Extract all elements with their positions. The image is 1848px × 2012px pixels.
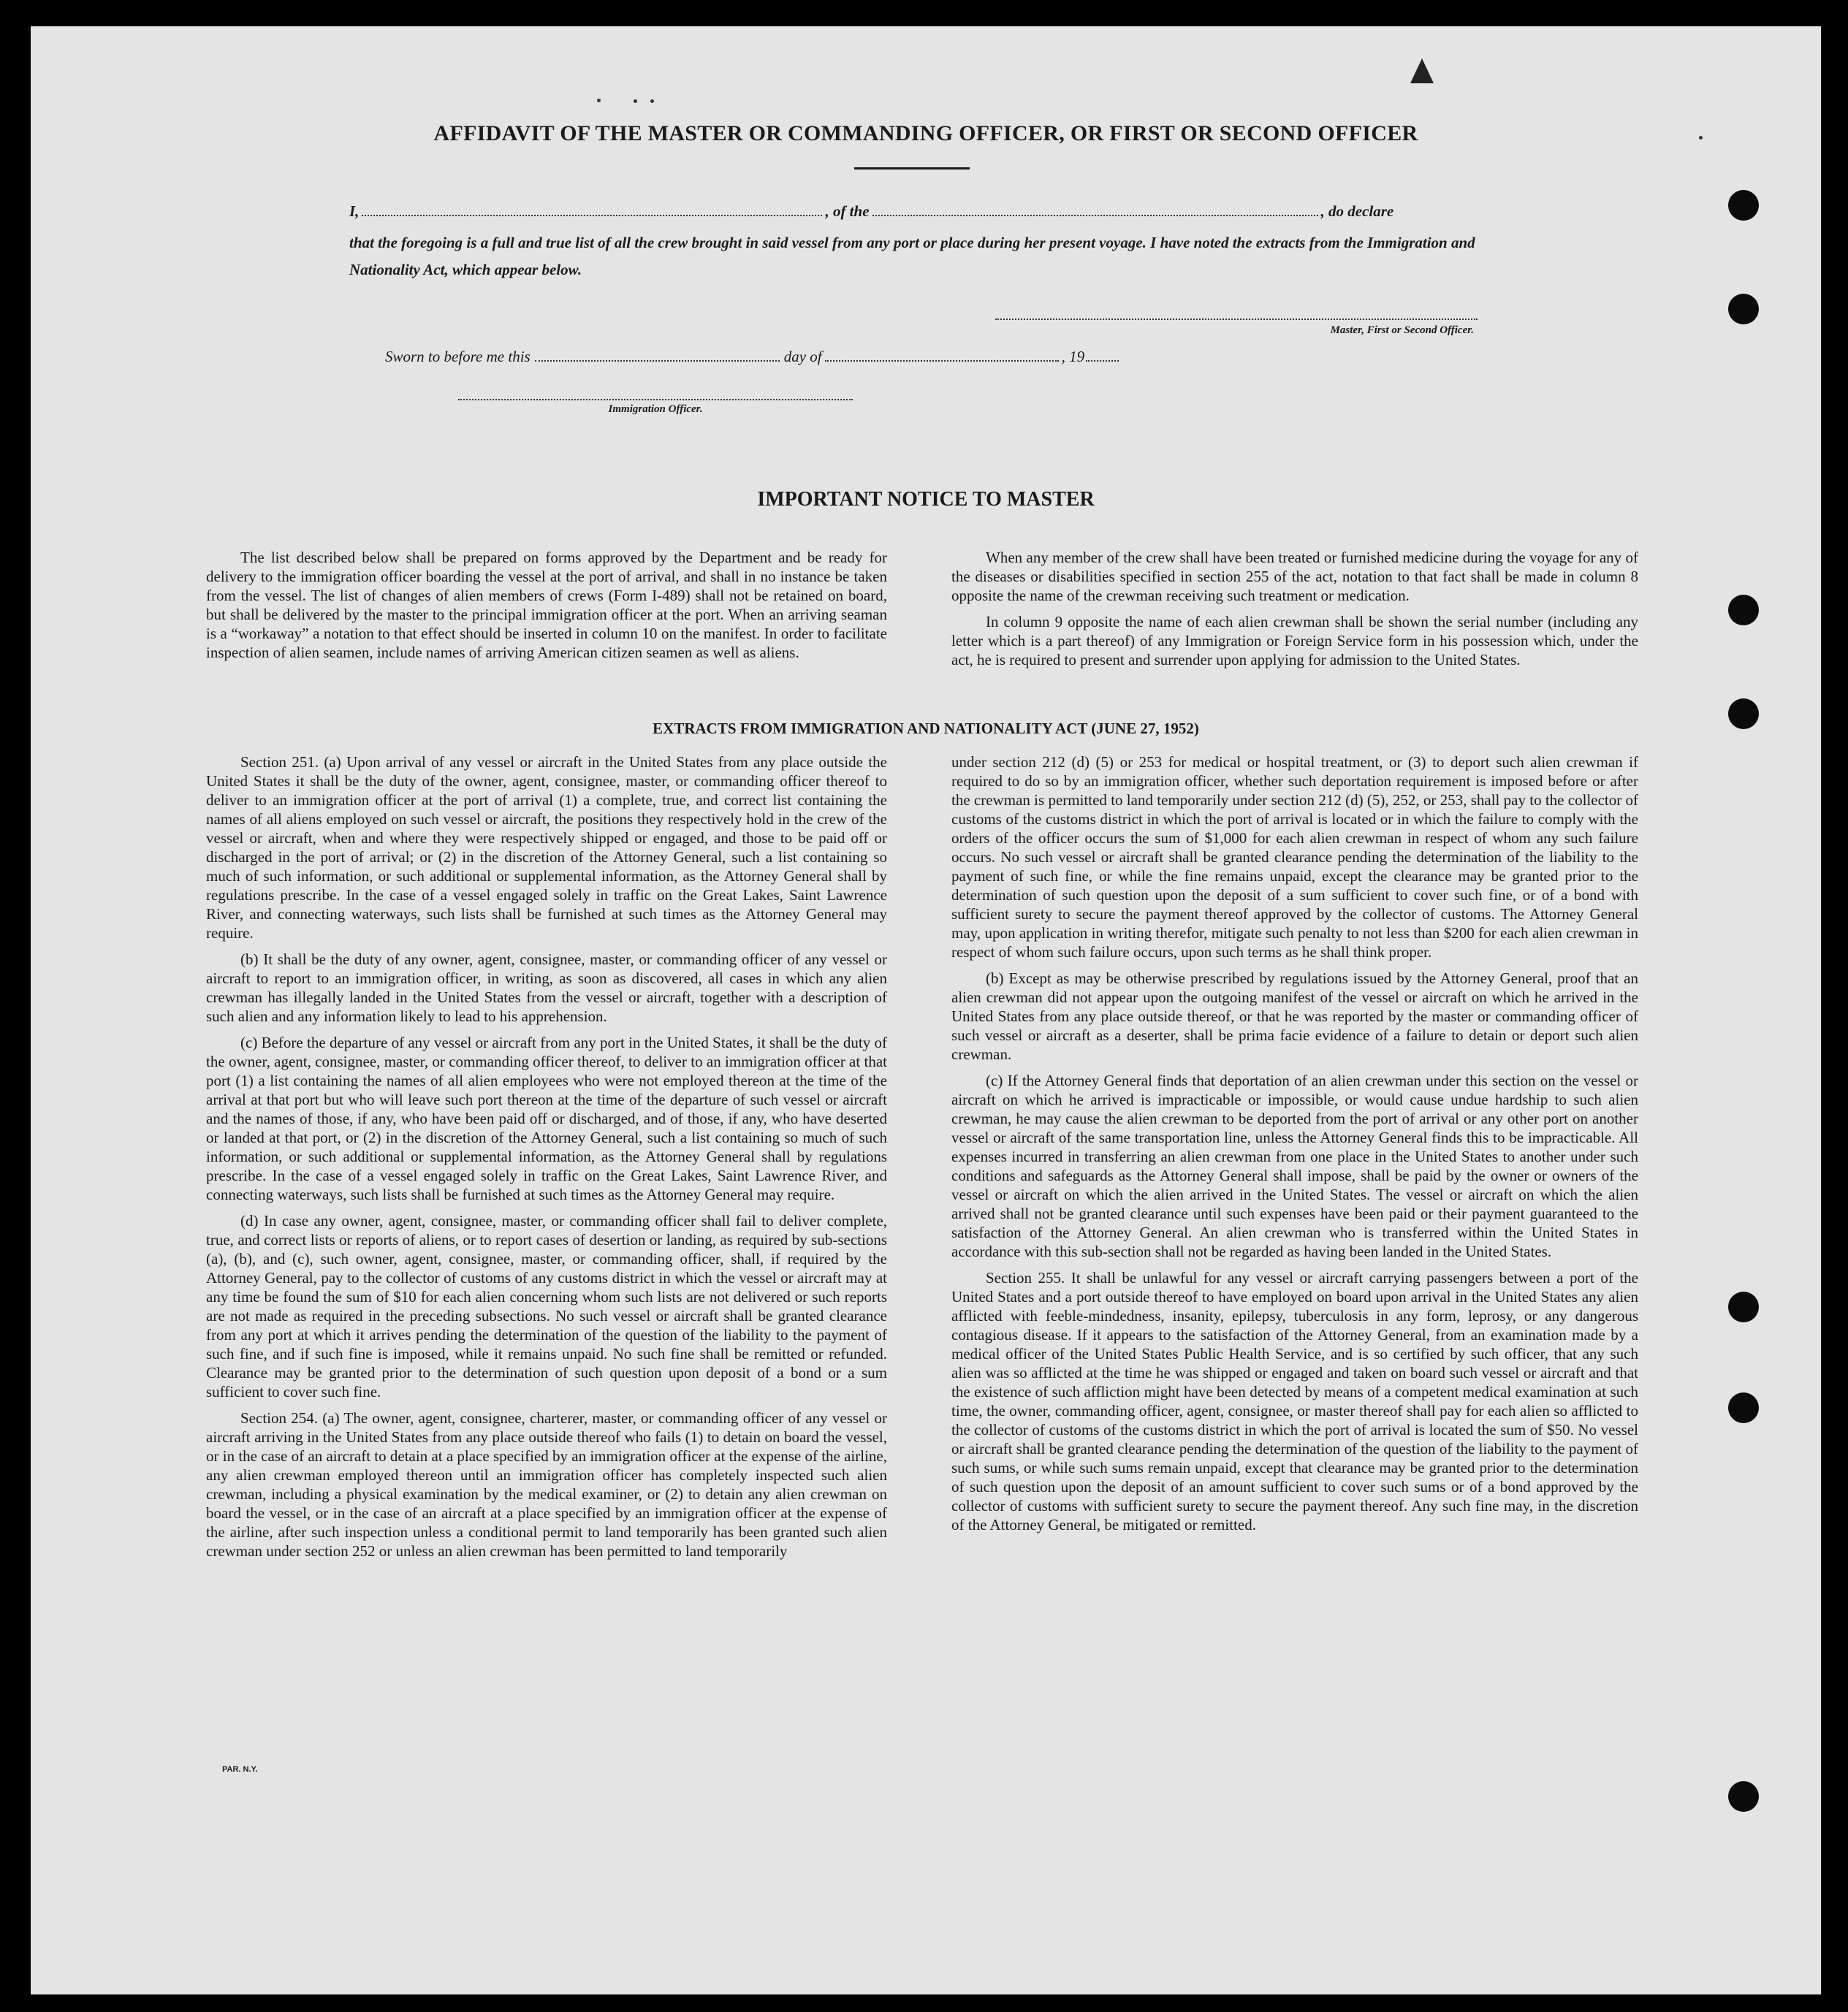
sworn-month-field[interactable] bbox=[825, 347, 1059, 362]
binder-hole-icon bbox=[1728, 698, 1759, 729]
notice-paragraph: In column 9 opposite the name of each alien crewman shall be shown the serial number (including any letter which is a part thereof) of any Immigration or Foreign Service form in his possession which, under the act, he is required to present and surrender upon applying for admission to the United States. bbox=[951, 613, 1638, 668]
immigration-officer-signature-field[interactable] bbox=[458, 399, 853, 400]
extracts-title: EXTRACTS FROM IMMIGRATION AND NATIONALITY ACT (JUNE 27, 1952) bbox=[653, 720, 1199, 737]
sworn-day-field[interactable] bbox=[535, 347, 780, 362]
sworn-line bbox=[385, 347, 1119, 366]
binder-hole-icon bbox=[1728, 1781, 1759, 1812]
declaration-text: that the foregoing is a full and true list of all the crew brought in said vessel from any port or place during her present voyage. I have noted the extracts from the Immigration and Nationality Act, which appear below. bbox=[349, 234, 1475, 278]
printer-mark: PAR. N.Y. bbox=[222, 1765, 258, 1774]
master-signature-field[interactable] bbox=[995, 319, 1478, 320]
arrow-mark-icon bbox=[1410, 58, 1434, 83]
notice-title: IMPORTANT NOTICE TO MASTER bbox=[757, 488, 1095, 511]
day-of-label: day of bbox=[783, 348, 822, 365]
declarant-name-field[interactable] bbox=[362, 202, 822, 216]
binder-hole-icon bbox=[1728, 595, 1759, 625]
section-251b-paragraph: (b) It shall be the duty of any owner, agent, consignee, master, or commanding officer of any vessel or aircraft to report to an immigration officer, in writing, as soon as discovered, all cases in which any alien crewman has illegally landed in the United States from the vessel or aircraft, together with a description of such alien and any information likely to lead to his apprehension. bbox=[206, 950, 887, 1025]
binder-hole-icon bbox=[1728, 294, 1759, 324]
section-251a-paragraph: Section 251. (a) Upon arrival of any vessel or aircraft in the United States from any place outside the United States it shall be the duty of the owner, agent, consignee, master, or commanding officer thereof to deliver to an immigration officer at the port of arrival (1) a complete, true, and correct list containing the names of all aliens employed on such vessel or aircraft, the positions they respectively hold in the crew of the vessel or aircraft, when and where they were respectively shipped or engaged, and those to be paid off or discharged in the port of arrival; or (2) in the discretion of the Attorney General, such a list containing so much of such information, or such additional or supplemental information, as the Attorney General shall by regulations prescribe. In the case of a vessel engaged solely in traffic on the Great Lakes, Saint Lawrence River, and connecting waterways, such lists shall be furnished at such times as the Attorney General may require. bbox=[206, 753, 887, 942]
notice-paragraph: The list described below shall be prepared on forms approved by the Department and be ready for delivery to the immigration officer boarding the vessel at the port of arrival, and shall in no instance be taken from the vessel. The list of changes of alien members of crews (Form I-489) shall not be retained on board, but shall be delivered by the master to the principal immigration officer at the port. When an arriving seaman is a “workaway” a notation to that effect should be inserted in column 10 on the manifest. In order to facilitate inspection of alien seamen, include names of arriving American citizen seamen as well as aliens. bbox=[206, 549, 887, 661]
title-underline bbox=[854, 167, 970, 169]
section-254c-paragraph: (c) If the Attorney General finds that deportation of an alien crewman under this section on the vessel or aircraft on which he arrived is impracticable or impossible, or would cause undue hardship to such alien crewman, he may cause the alien crewman to be deported from the port of arrival or any other port on another vessel or aircraft of the same transportation line, unless the Attorney General finds this to be impracticable. All expenses incurred in transferring an alien crewman from one place in the United States to another under such conditions and safeguards as the Attorney General shall impose, shall be paid by the owner or owners of the vessel or aircraft on which the alien arrived in the United States. The vessel or aircraft on which the alien arrived shall not be granted clearance until such expenses have been paid or their payment guaranteed to the satisfaction of the Attorney General. An alien crewman who is transferred within the United States in accordance with this sub-section shall not be regarded as having been landed in the United States. bbox=[951, 1072, 1638, 1260]
notice-right-column bbox=[951, 548, 1638, 677]
document-page bbox=[31, 26, 1821, 1994]
extracts-right-column bbox=[951, 752, 1638, 1542]
binder-hole-icon bbox=[1728, 1392, 1759, 1423]
master-signature-label: Master, First or Second Officer. bbox=[1330, 324, 1474, 336]
section-255-paragraph: Section 255. It shall be unlawful for any vessel or aircraft carrying passengers between a port of the United States and a port outside thereof to have employed on board upon arrival in the United States any alien afflicted with feeble-mindedness, insanity, epilepsy, tuberculosis in any form, leprosy, or any dangerous contagious disease. If it appears to the satisfaction of the Attorney General, from an examination made by a medical officer of the United States Public Health Service, and is so certified by such officer, that any such alien was so afflicted at the time he was shipped or engaged and taken on board such vessel or aircraft and that the existence of such affliction might have been detected by means of a competent medical examination at such time, the owner, commanding officer, agent, consignee, or master thereof shall pay for each alien so afflicted to the collector of customs of the customs district in which the port of arrival is located the sum of $50. No vessel or aircraft shall be granted clearance pending the determination of the question of the liability to the payment of such sums, or while such sums remain unpaid, except that clearance may be granted prior to the determination of such question upon the deposit of an amount sufficient to cover such sums or of a bond approved by the collector of customs with sufficient surety to secure the payment thereof. Any such fine may, in the discretion of the Attorney General, be mitigated or remitted. bbox=[951, 1269, 1638, 1533]
section-251d-paragraph: (d) In case any owner, agent, consignee, master, or commanding officer shall fail to deliver complete, true, and correct lists or reports of aliens, or to report cases of desertion or landing, as required by sub-sections (a), (b), and (c), such owner, agent, consignee, master, or commanding officer, shall, if required by the Attorney General, pay to the collector of customs of any customs district in which the vessel or aircraft may at any time be found the sum of $10 for each alien concerning whom such lists are not delivered or such reports are not made as required in the preceding subsections. No such vessel or aircraft shall be granted clearance from any port at which it arrives pending the determination of the question of the liability to the payment of such fine, and if such fine is imposed, while it remains unpaid. No such fine shall be remitted or refunded. Clearance may be granted prior to the determination of such question upon deposit of a bond or a sum sufficient to cover such fine. bbox=[206, 1212, 887, 1401]
speck-mark bbox=[634, 99, 637, 103]
sworn-label: Sworn to before me this bbox=[385, 348, 531, 365]
speck-mark bbox=[650, 99, 654, 103]
i-label: I, bbox=[349, 202, 360, 220]
section-254b-paragraph: (b) Except as may be otherwise prescribed by regulations issued by the Attorney General, proof that an alien crewman did not appear upon the outgoing manifest of the vessel or aircraft on which he arrived in the United States from any place outside thereof, or that he was reported by the master or commanding officer of such vessel or aircraft as a deserter, shall be prima facie evidence of a failure to detain or deport such alien crewman. bbox=[951, 969, 1638, 1063]
notice-left-column bbox=[206, 548, 887, 669]
of-the-label: , of the bbox=[825, 202, 870, 220]
sworn-year-field[interactable] bbox=[1086, 347, 1119, 362]
section-254a-continued-paragraph: under section 212 (d) (5) or 253 for medical or hospital treatment, or (3) to deport such alien crewman if required to do so by an immigration officer, whether such deportation requirement is imposed before or after the crewman is permitted to land temporarily under section 212 (d) (5), 252, or 253, shall pay to the collector of customs of the customs district in which the port of arrival is located or in which the failure to comply with the orders of the officer occurs the sum of $1,000 for each alien crewman in respect of whom any such failure occurs. No such vessel or aircraft shall be granted clearance pending the determination of the liability to the payment of such fine, or while the fine remains unpaid, except the clearance may be granted prior to the determination of such question upon the deposit of a sum sufficient to cover such fine, or of a bond with sufficient surety to secure the payment thereof approved by the collector of customs. The Attorney General may, upon application in writing therefor, mitigate such penalty to not less than $200 for each alien crewman in respect of whom such failure occurs, upon such terms as he shall think proper. bbox=[951, 753, 1638, 961]
notice-paragraph: When any member of the crew shall have been treated or furnished medicine during the voyage for any of the diseases or disabilities specified in section 255 of the act, notation to that fact shall be made in column 8 opposite the name of the crewman receiving such treatment or medication. bbox=[951, 549, 1638, 604]
section-254a-paragraph: Section 254. (a) The owner, agent, consignee, charterer, master, or commanding officer of any vessel or aircraft arriving in the United States from any place outside thereof who fails (1) to detain on board the vessel, or in the case of an aircraft to detain at a place specified by an immigration officer at the expense of the airline, any alien crewman employed thereon until an immigration officer has completely inspected such alien crewman, including a physical examination by the medical examiner, or (2) to detain any alien crewman on board the vessel, or in the case of an aircraft at a place specified by an immigration officer at the expense of the airline, after such inspection unless a conditional permit to land temporarily has been granted such alien crewman under section 252 or unless an alien crewman has been permitted to land temporarily bbox=[206, 1409, 887, 1560]
do-declare-label: , do declare bbox=[1320, 202, 1394, 220]
vessel-name-field[interactable] bbox=[872, 202, 1318, 216]
binder-hole-icon bbox=[1728, 1292, 1759, 1322]
binder-hole-icon bbox=[1728, 190, 1759, 221]
speck-mark bbox=[1699, 136, 1703, 140]
extracts-left-column bbox=[206, 752, 887, 1568]
speck-mark bbox=[597, 99, 601, 102]
section-251c-paragraph: (c) Before the departure of any vessel or aircraft from any port in the United States, it shall be the duty of the owner, agent, consignee, master, or commanding officer thereof, to deliver to an immigration officer at that port (1) a list containing the names of all alien employees who were not employed thereon at the time of the arrival at that port but who will leave such port thereon at the time of the departure of such vessel or aircraft and the names of those, if any, who have been paid off or discharged, and of those, if any, who have deserted or landed at that port, or (2) in the discretion of the Attorney General, such a list containing so much of such information, or such additional or supplemental information, as the Attorney General shall by regulations prescribe. In the case of a vessel engaged solely in traffic on the Great Lakes, Saint Lawrence River, and connecting waterways, such lists shall be furnished at such times as the Attorney General may require. bbox=[206, 1034, 887, 1203]
immigration-officer-label: Immigration Officer. bbox=[608, 403, 703, 415]
declarant-line bbox=[349, 202, 1518, 221]
affidavit-title: AFFIDAVIT OF THE MASTER OR COMMANDING OFFICER, OR FIRST OR SECOND OFFICER bbox=[433, 121, 1418, 145]
year-label: , 19 bbox=[1061, 348, 1085, 365]
